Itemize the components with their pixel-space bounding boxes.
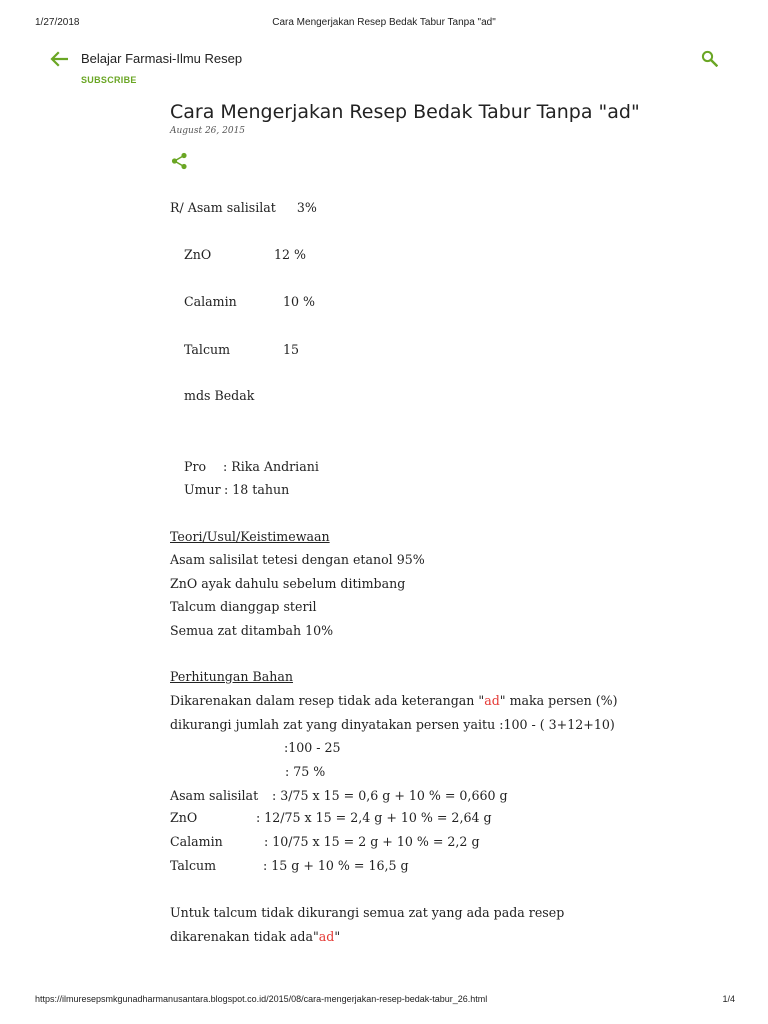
recipe-item [184, 249, 306, 262]
calc-name: Asam salisilat [170, 788, 259, 803]
subscribe-button[interactable]: SUBSCRIBE [81, 75, 137, 85]
recipe-item [184, 344, 299, 357]
calc-name: Calamin [170, 834, 223, 849]
calc-name: ZnO [170, 810, 198, 825]
intro-text: Dikarenakan dalam resep tidak ada keterangan " [170, 693, 485, 708]
back-arrow-icon[interactable] [50, 51, 68, 67]
calc-value: : 10/75 x 15 = 2 g + 10 % = 2,2 g [264, 834, 480, 849]
calc-row [170, 836, 480, 849]
print-page-number: 1/4 [722, 994, 735, 1004]
post-date: August 26, 2015 [170, 126, 246, 136]
print-url: https://ilmuresepsmkgunadharmanusantara.blogspot.co.id/2015/08/cara-mengerjakan-resep-bedak-tabur_26.html [35, 994, 488, 1004]
outro-line [170, 931, 340, 944]
calc-row [170, 812, 492, 825]
teori-line: ZnO ayak dahulu sebelum ditimbang [170, 576, 406, 591]
calc-name: Talcum [170, 858, 217, 873]
recipe-item-name: ZnO [184, 247, 212, 262]
patient-umur-value: : 18 tahun [224, 482, 290, 497]
teori-line: Talcum dianggap steril [170, 599, 317, 614]
print-date: 1/27/2018 [35, 17, 80, 28]
recipe-item-value: 15 [283, 342, 300, 357]
calc-value: : 15 g + 10 % = 16,5 g [263, 858, 409, 873]
recipe-r-value: 3% [296, 200, 317, 215]
post-title: Cara Mengerjakan Resep Bedak Tabur Tanpa "ad" [170, 101, 640, 123]
recipe-item-name: Calamin [184, 294, 237, 309]
patient-pro-value: : Rika Andriani [223, 459, 319, 474]
recipe-item [184, 296, 315, 309]
recipe-item-value: 12 % [274, 247, 306, 262]
teori-line: Semua zat ditambah 10% [170, 623, 334, 638]
teori-heading: Teori/Usul/Keistimewaan [170, 529, 330, 544]
share-icon[interactable] [171, 152, 188, 170]
patient-umur-label: Umur [184, 482, 221, 497]
perhitungan-line: :100 - 25 [284, 740, 341, 755]
ad-highlight: ad [484, 693, 500, 708]
perhitungan-intro [170, 695, 618, 708]
calc-value: : 12/75 x 15 = 2,4 g + 10 % = 2,64 g [256, 810, 492, 825]
perhitungan-heading: Perhitungan Bahan [170, 669, 293, 684]
patient-pro [184, 461, 319, 474]
recipe-item-value: 10 % [283, 294, 315, 309]
outro-text: " [334, 929, 341, 944]
teori-line: Asam salisilat tetesi dengan etanol 95% [170, 552, 425, 567]
outro-text: dikarenakan tidak ada" [170, 929, 319, 944]
ad-highlight: ad [318, 929, 335, 944]
print-page-title: Cara Mengerjakan Resep Bedak Tabur Tanpa "ad" [272, 17, 496, 28]
blog-name-link[interactable]: Belajar Farmasi-Ilmu Resep [81, 51, 243, 66]
calc-value: : 3/75 x 15 = 0,6 g + 10 % = 0,660 g [272, 788, 508, 803]
recipe-r-label: R/ Asam salisilat [170, 200, 276, 215]
calc-row [170, 860, 409, 873]
recipe-mds: mds Bedak [184, 388, 255, 403]
patient-pro-label: Pro [184, 459, 207, 474]
perhitungan-line: : 75 % [285, 764, 326, 779]
intro-text: " maka persen (%) [499, 693, 618, 708]
patient-umur [184, 484, 289, 497]
perhitungan-line: dikurangi jumlah zat yang dinyatakan persen yaitu :100 - ( 3+12+10) [170, 717, 615, 732]
search-icon[interactable] [701, 50, 718, 67]
calc-row [170, 790, 508, 803]
recipe-r-line [170, 202, 317, 215]
outro-line: Untuk talcum tidak dikurangi semua zat yang ada pada resep [170, 905, 565, 920]
recipe-item-name: Talcum [184, 342, 231, 357]
